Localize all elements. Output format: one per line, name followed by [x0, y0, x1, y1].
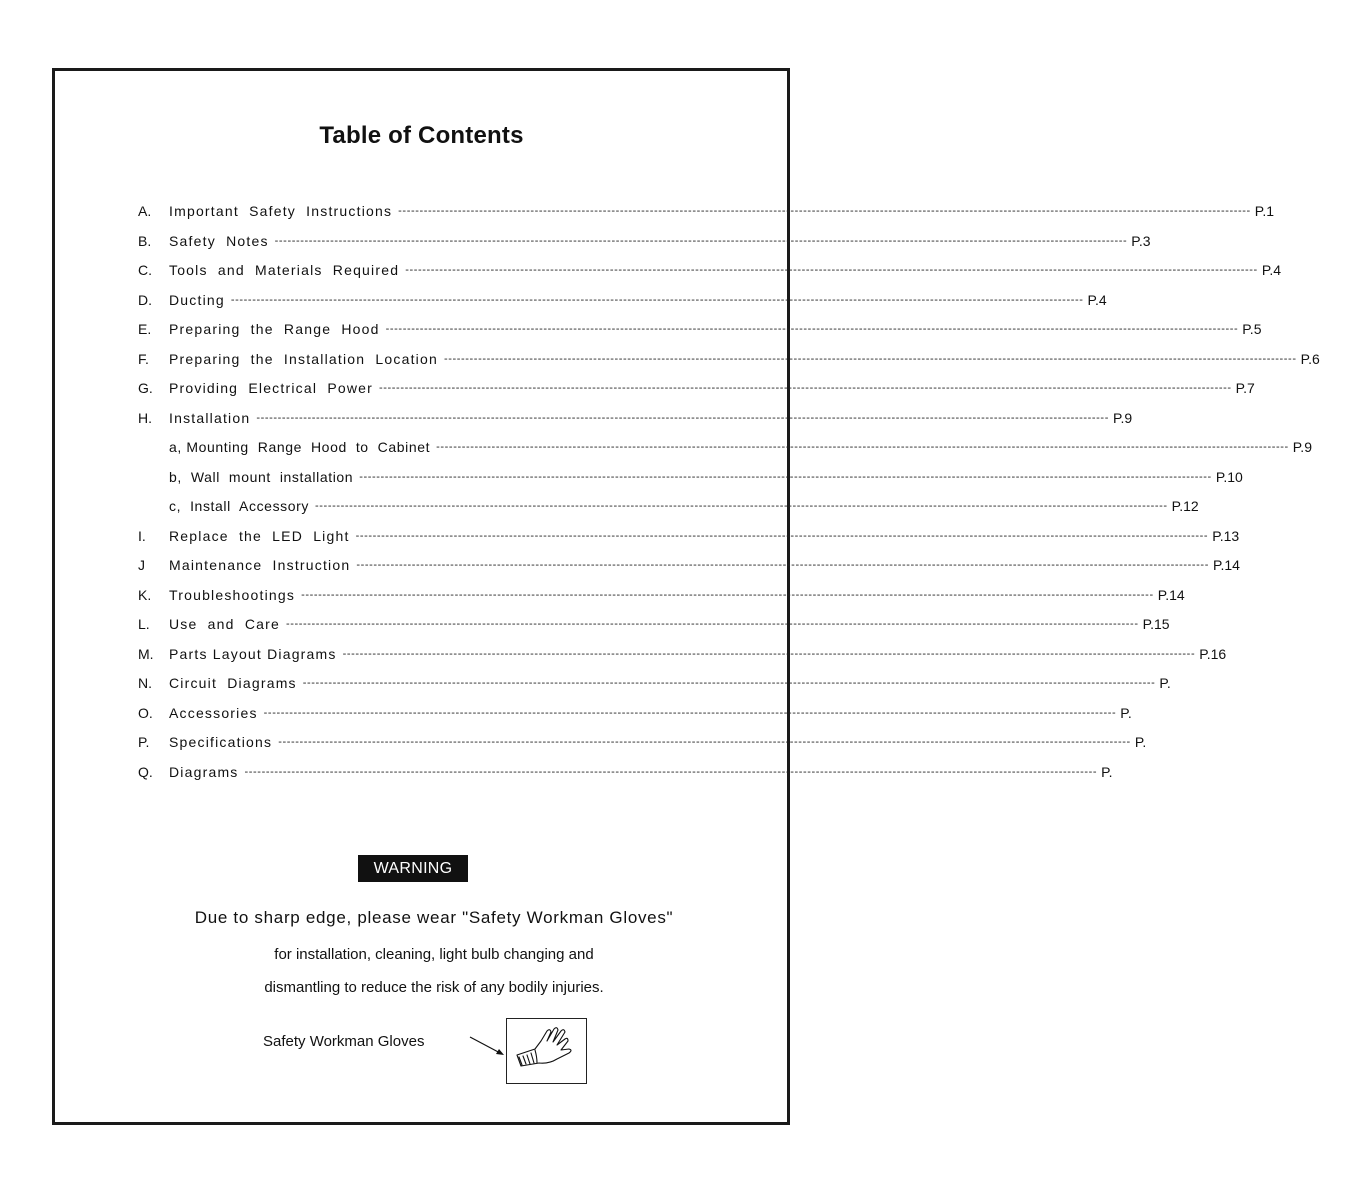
toc-entry	[138, 644, 1227, 664]
toc-entry	[138, 673, 1171, 693]
toc-entry	[138, 732, 1147, 752]
toc-entry-label: a, Mounting Range Hood to Cabinet	[169, 439, 431, 455]
toc-entry-letter: N.	[138, 675, 152, 691]
toc-entry-page: P.13	[1212, 528, 1240, 544]
toc-entry-page: P.3	[1131, 233, 1151, 249]
toc-entry-label: Preparing the Installation Location	[169, 351, 438, 367]
toc-leader-dashes: --------------------------------------------------------------------------------------------------------------------------------------------------------------------------------------------------------	[359, 471, 1212, 483]
toc-entry-letter: K.	[138, 587, 152, 603]
toc-entry-label: Providing Electrical Power	[169, 380, 373, 396]
toc-entry-letter: F.	[138, 351, 149, 367]
glove-icon	[507, 1019, 586, 1083]
toc-leader-dashes: --------------------------------------------------------------------------------------------------------------------------------------------------------------------------------------------------------	[256, 412, 1109, 424]
toc-leader-dashes: --------------------------------------------------------------------------------------------------------------------------------------------------------------------------------------------------------	[379, 382, 1232, 394]
toc-entry-label: Specifications	[169, 734, 273, 750]
toc-entry	[138, 201, 1275, 221]
toc-entry-label: Maintenance Instruction	[169, 557, 351, 573]
toc-entry-page: P.1	[1254, 203, 1275, 219]
toc-entry-letter: L.	[138, 616, 150, 632]
toc-leader-dashes: --------------------------------------------------------------------------------------------------------------------------------------------------------------------------------------------------------	[356, 559, 1209, 571]
toc-entry	[138, 526, 1240, 546]
toc-entry	[138, 378, 1255, 398]
toc-entry-letter: A.	[138, 203, 152, 219]
toc-entry-label: Parts Layout Diagrams	[169, 646, 337, 662]
toc-entry-page: P.5	[1242, 321, 1262, 337]
toc-entry-label: b, Wall mount installation	[169, 469, 354, 485]
toc-entry-label: c, Install Accessory	[169, 498, 310, 514]
toc-leader-dashes: --------------------------------------------------------------------------------------------------------------------------------------------------------------------------------------------------------	[405, 264, 1258, 276]
toc-entry-letter: E.	[138, 321, 152, 337]
toc-entry-label: Use and Care	[169, 616, 280, 632]
toc-entry-label: Circuit Diagrams	[169, 675, 297, 691]
arrow-icon	[468, 1034, 508, 1058]
toc-entry-letter: B.	[138, 233, 152, 249]
toc-entry	[138, 231, 1151, 251]
toc-entry-letter: J	[138, 557, 145, 573]
toc-entry	[138, 467, 1243, 487]
toc-entry-letter: C.	[138, 262, 152, 278]
warning-text-line-3: dismantling to reduce the risk of any bodily injuries.	[264, 979, 604, 996]
toc-leader-dashes: --------------------------------------------------------------------------------------------------------------------------------------------------------------------------------------------------------	[285, 618, 1139, 630]
toc-entry-letter: D.	[138, 292, 152, 308]
toc-entry-label: Installation	[169, 410, 251, 426]
toc-entry-letter: P.	[138, 734, 150, 750]
toc-leader-dashes: --------------------------------------------------------------------------------------------------------------------------------------------------------------------------------------------------------	[398, 205, 1251, 217]
toc-entry	[138, 585, 1185, 605]
toc-entry-page: P.6	[1300, 351, 1320, 367]
toc-entry-label: Important Safety Instructions	[169, 203, 393, 219]
toc-entry	[138, 408, 1133, 428]
toc-entry-page: P.4	[1087, 292, 1107, 308]
toc-entry-letter: H.	[138, 410, 152, 426]
toc-entry-page: P.16	[1199, 646, 1227, 662]
toc-entry-page: P.14	[1157, 587, 1185, 603]
toc-entry-page: P.	[1134, 734, 1147, 750]
toc-entry-page: P.7	[1235, 380, 1255, 396]
toc-leader-dashes: --------------------------------------------------------------------------------------------------------------------------------------------------------------------------------------------------------	[385, 323, 1239, 335]
toc-entry-letter: Q.	[138, 764, 153, 780]
toc-entry-page: P.	[1120, 705, 1132, 721]
toc-entry	[138, 703, 1132, 723]
toc-entry-letter: G.	[138, 380, 153, 396]
toc-leader-dashes: --------------------------------------------------------------------------------------------------------------------------------------------------------------------------------------------------------	[301, 589, 1154, 601]
toc-entry-letter: M.	[138, 646, 154, 662]
toc-entry	[138, 319, 1262, 339]
toc-leader-dashes: --------------------------------------------------------------------------------------------------------------------------------------------------------------------------------------------------------	[263, 707, 1117, 719]
toc-leader-dashes: --------------------------------------------------------------------------------------------------------------------------------------------------------------------------------------------------------	[355, 530, 1209, 542]
toc-entry-page: P.9	[1112, 410, 1133, 426]
toc-entry-label: Accessories	[169, 705, 258, 721]
toc-entry-label: Tools and Materials Required	[169, 262, 400, 278]
toc-entry-label: Diagrams	[169, 764, 239, 780]
toc-entry-page: P.	[1101, 764, 1113, 780]
toc-leader-dashes: --------------------------------------------------------------------------------------------------------------------------------------------------------------------------------------------------------	[302, 677, 1156, 689]
toc-entry-label: Troubleshootings	[169, 587, 296, 603]
toc-entry-page: P.	[1159, 675, 1171, 691]
toc-entry	[138, 555, 1240, 575]
toc-entry	[138, 260, 1282, 280]
toc-leader-dashes: --------------------------------------------------------------------------------------------------------------------------------------------------------------------------------------------------------	[436, 441, 1289, 453]
toc-entry-label: Ducting	[169, 292, 225, 308]
toc-entry-label: Preparing the Range Hood	[169, 321, 380, 337]
toc-entry	[138, 290, 1107, 310]
toc-leader-dashes: --------------------------------------------------------------------------------------------------------------------------------------------------------------------------------------------------------	[230, 294, 1084, 306]
toc-entry	[138, 614, 1170, 634]
toc-entry-page: P.4	[1261, 262, 1282, 278]
toc-entry-label: Safety Notes	[169, 233, 269, 249]
glove-picture-box	[506, 1018, 587, 1084]
toc-entry-letter: O.	[138, 705, 153, 721]
toc-entry-page: P.14	[1212, 557, 1240, 573]
toc-entry	[138, 496, 1199, 516]
toc-entry-page: P.15	[1142, 616, 1170, 632]
toc-leader-dashes: --------------------------------------------------------------------------------------------------------------------------------------------------------------------------------------------------------	[278, 736, 1131, 748]
toc-entry-label: Replace the LED Light	[169, 528, 350, 544]
warning-badge: WARNING	[358, 855, 468, 882]
toc-leader-dashes: --------------------------------------------------------------------------------------------------------------------------------------------------------------------------------------------------------	[315, 500, 1168, 512]
toc-entry-page: P.9	[1292, 439, 1312, 455]
toc-entry-page: P.12	[1171, 498, 1199, 514]
toc-leader-dashes: --------------------------------------------------------------------------------------------------------------------------------------------------------------------------------------------------------	[342, 648, 1196, 660]
toc-entry-letter: I.	[138, 528, 146, 544]
toc-leader-dashes: --------------------------------------------------------------------------------------------------------------------------------------------------------------------------------------------------------	[244, 766, 1098, 778]
warning-text-line-2: for installation, cleaning, light bulb changing and	[274, 946, 594, 963]
toc-entry	[138, 349, 1320, 369]
toc-entry	[138, 437, 1312, 457]
toc-leader-dashes: --------------------------------------------------------------------------------------------------------------------------------------------------------------------------------------------------------	[274, 235, 1128, 247]
toc-leader-dashes: --------------------------------------------------------------------------------------------------------------------------------------------------------------------------------------------------------	[443, 353, 1297, 365]
toc-entry-page: P.10	[1215, 469, 1243, 485]
warning-text-line-1: Due to sharp edge, please wear "Safety Workman Gloves"	[194, 908, 674, 927]
page-title: Table of Contents	[319, 122, 524, 149]
toc-entry	[138, 762, 1113, 782]
glove-caption: Safety Workman Gloves	[263, 1033, 425, 1050]
